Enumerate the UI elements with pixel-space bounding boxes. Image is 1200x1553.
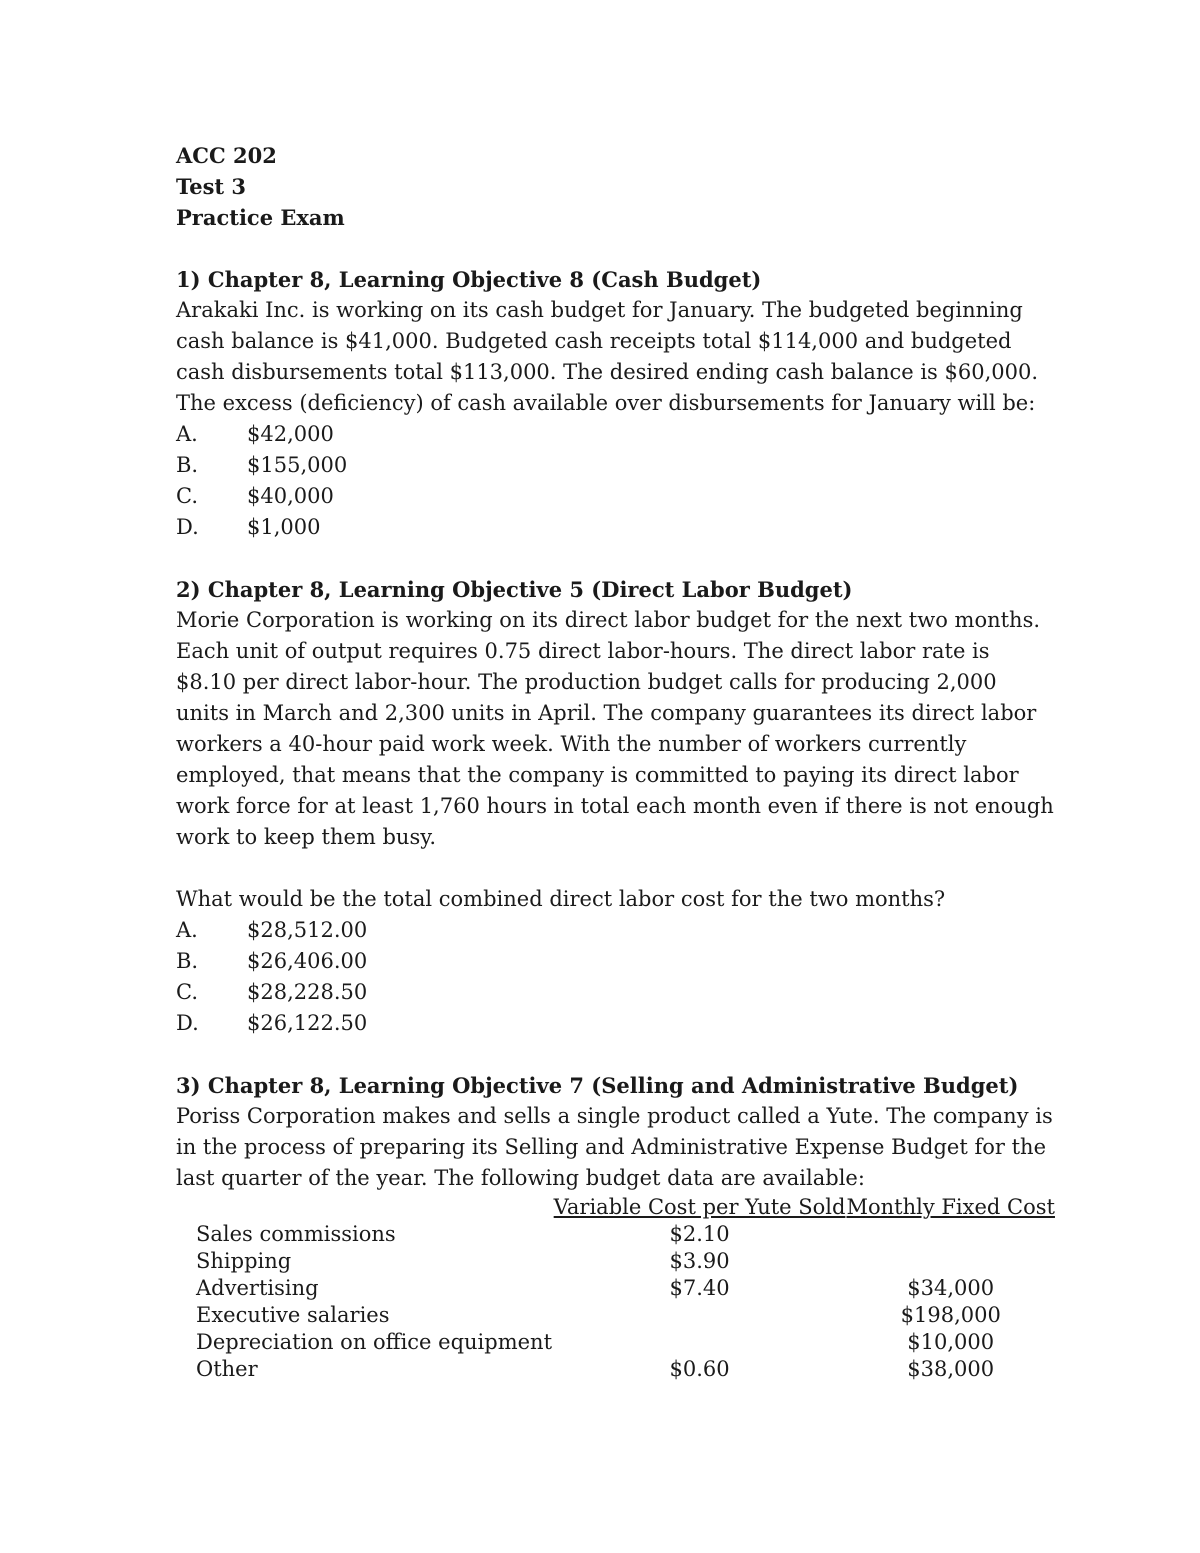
variable-cost: $2.10 (669, 1222, 730, 1246)
question-text: Arakaki Inc. is working on its cash budget for January. The budgeted beginning cash balance is $41,000. Budgeted cash receipts total $114,000 and budgeted cash disbursements total $113,000. The desired ending cash balance is $60,000. The excess (deficiency) of cash available over disbursements for January will be: (176, 298, 1039, 415)
question-text: Morie Corporation is working on its direct labor budget for the next two months. Each unit of output requires 0.75 direct labor-hours. The direct labor rate is $8.10 per direct labor-hour. The production budget calls for producing 2,000 units in March and 2,300 units in April. The company guarantees its direct labor workers a 40-hour paid work week. With the number of workers currently employed, that means that the company is committed to paying its direct labor work force for at least 1,760 hours in total each month even if there is not enough work to keep them busy. (176, 608, 1054, 849)
option-letter: D. (176, 515, 199, 539)
option-letter: C. (176, 980, 198, 1004)
option-value: $26,122.50 (247, 1011, 368, 1035)
question-prompt: What would be the total combined direct labor cost for the two months? (176, 887, 946, 911)
table-row (176, 1302, 1056, 1329)
answer-option (176, 1008, 1056, 1039)
document-page (176, 140, 1056, 1383)
table-row (176, 1275, 1056, 1302)
option-value: $1,000 (247, 515, 321, 539)
option-value: $40,000 (247, 484, 334, 508)
expense-item: Depreciation on office equipment (196, 1330, 553, 1354)
course-code: ACC 202 (176, 143, 277, 168)
question-text: Poriss Corporation makes and sells a single product called a Yute. The company is in the process of preparing its Selling and Administrative Expense Budget for the last quarter of the year. The following budget data are available: (176, 1104, 1053, 1190)
variable-cost (554, 1329, 846, 1356)
budget-data-table (176, 1194, 1056, 1383)
table-header-fixed-cost: Monthly Fixed Cost (846, 1195, 1055, 1219)
question-1 (176, 264, 1056, 543)
fixed-cost (845, 1221, 1056, 1248)
table-row (176, 1356, 1056, 1383)
table-header-variable-cost: Variable Cost per Yute Sold (553, 1195, 846, 1219)
test-number: Test 3 (176, 174, 247, 199)
answer-option (176, 946, 1056, 977)
option-letter: A. (176, 918, 198, 942)
answer-option (176, 977, 1056, 1008)
option-letter: D. (176, 1011, 199, 1035)
variable-cost: $3.90 (669, 1249, 730, 1273)
table-header-row (176, 1194, 1056, 1221)
variable-cost: $0.60 (669, 1357, 730, 1381)
question-2 (176, 574, 1056, 1039)
fixed-cost: $198,000 (900, 1303, 1001, 1327)
expense-item: Shipping (196, 1249, 292, 1273)
answer-options (176, 419, 1056, 543)
option-value: $42,000 (247, 422, 334, 446)
fixed-cost: $10,000 (907, 1330, 995, 1354)
expense-item: Sales commissions (196, 1222, 396, 1246)
answer-options (176, 915, 1056, 1039)
expense-item: Executive salaries (196, 1303, 390, 1327)
table-header-blank (176, 1194, 554, 1221)
option-letter: B. (176, 949, 199, 973)
fixed-cost: $38,000 (907, 1357, 995, 1381)
question-3 (176, 1070, 1056, 1383)
table-row (176, 1221, 1056, 1248)
option-value: $28,512.00 (247, 918, 368, 942)
answer-option (176, 481, 1056, 512)
answer-option (176, 450, 1056, 481)
answer-option (176, 512, 1056, 543)
answer-option (176, 915, 1056, 946)
option-letter: B. (176, 453, 199, 477)
variable-cost: $7.40 (669, 1276, 730, 1300)
option-value: $155,000 (247, 453, 348, 477)
option-letter: A. (176, 422, 198, 446)
exam-title: Practice Exam (176, 205, 345, 230)
table-row (176, 1329, 1056, 1356)
option-letter: C. (176, 484, 198, 508)
fixed-cost (845, 1248, 1056, 1275)
fixed-cost: $34,000 (907, 1276, 995, 1300)
option-value: $26,406.00 (247, 949, 368, 973)
option-value: $28,228.50 (247, 980, 368, 1004)
answer-option (176, 419, 1056, 450)
variable-cost (554, 1302, 846, 1329)
question-title: 3) Chapter 8, Learning Objective 7 (Selling and Administrative Budget) (176, 1073, 1019, 1098)
expense-item: Other (196, 1357, 258, 1381)
question-title: 1) Chapter 8, Learning Objective 8 (Cash Budget) (176, 267, 762, 292)
expense-item: Advertising (196, 1276, 319, 1300)
table-row (176, 1248, 1056, 1275)
question-title: 2) Chapter 8, Learning Objective 5 (Direct Labor Budget) (176, 577, 853, 602)
